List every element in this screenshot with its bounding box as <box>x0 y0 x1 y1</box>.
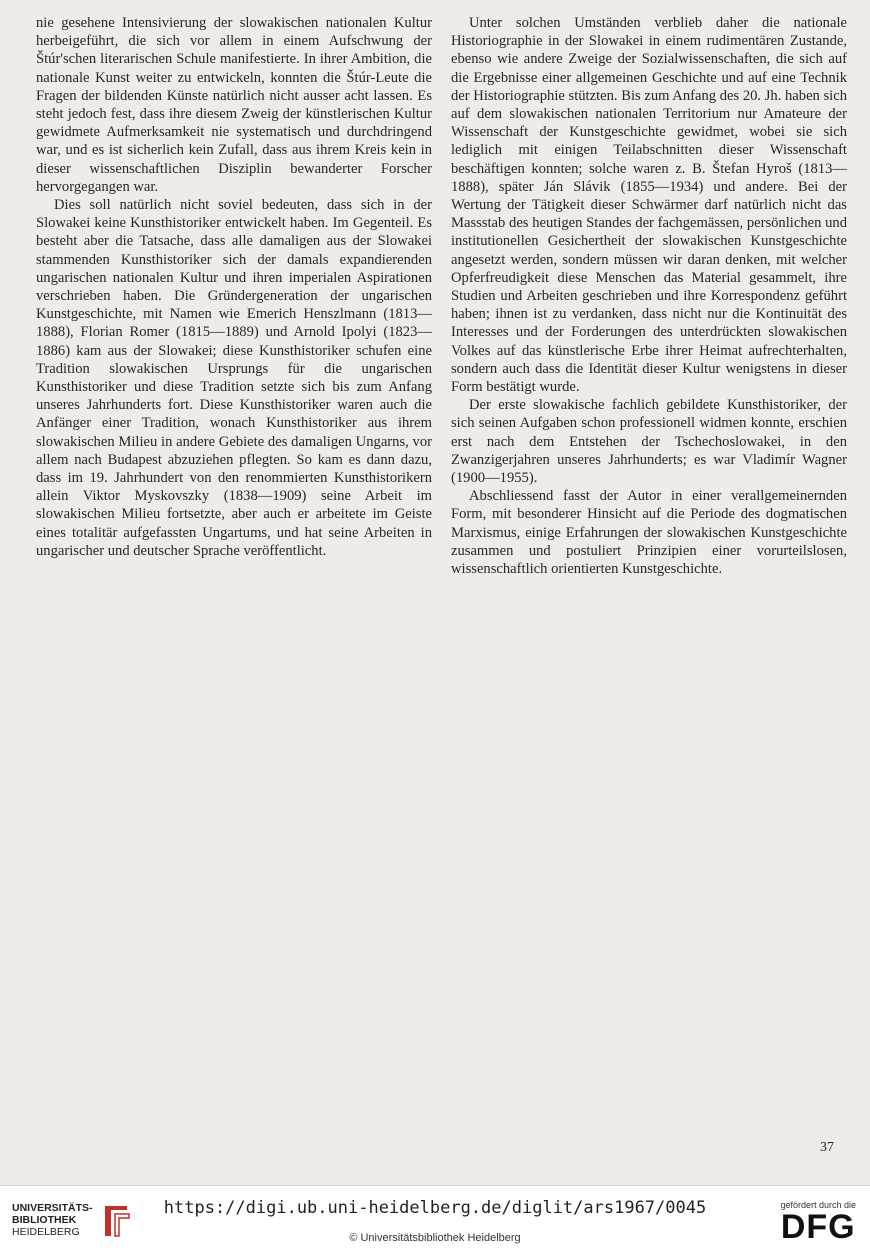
copyright-notice: © Universitätsbibliothek Heidelberg <box>349 1232 521 1244</box>
permalink-url[interactable]: https://digi.ub.uni-heidelberg.de/diglit/ars1967/0045 <box>163 1198 707 1218</box>
paragraph: Abschliessend fasst der Autor in einer verallgemeinernden Form, mit besonderer Hinsicht auf die Periode des dogmatischen Marxismus, einige Erfahrungen der slowakischen Kunstgeschichte zusammen und postuliert Prinzipien einer vorurteilslosen, wissenschaftlich orientierten Kunstgeschichte. <box>451 488 847 578</box>
paragraph: Dies soll natürlich nicht soviel bedeuten, dass sich in der Slowakei keine Kunsthistoriker entwickelt haben. Im Gegenteil. Es besteht aber die Tatsache, dass alle damaligen aus der Slowakei stammenden Kunsthistoriker sich der damals expandierenden ungarischen nationalen Kultur und ihren imperialen Aspirationen verschrieben haben. Die Gründergeneration der ungarischen Kunstgeschichte, mit Namen wie Emerich Henszlmann (1813—1888), Florian Romer (1815—1889) und Arnold Ipolyi (1823—1886) kam aus der Slowakei; diese Kunsthistoriker schufen eine Tradition slowakischen Ursprungs für die ungarischen Kunsthistoriker und diese Tradition setzte sich bis zum Anfang unseres Jahrhunderts fort. Diese Kunsthistoriker waren auch die Anfänger einer Tradition, wonach Kunsthistoriker aus ihrem slowakischen Milieu in andere Gebiete des damaligen Ungarns, vor allem nach Budapest abzuziehen pflegten. So kam es dann dazu, dass im 19. Jahrhundert von den renommierten Kunsthistorikern allein Viktor Myskovszky (1838—1909) seine Arbeit im slowakischen Milieu fortsetzte, aber auch er arbeitete im Geiste eines totalitär aufgefassten Ungartums, und hat seine Arbeiten in ungarischer und deutscher Sprache veröffentlicht. <box>36 197 432 559</box>
dfg-wordmark: DFG <box>780 1208 856 1246</box>
library-name-line3: HEIDELBERG <box>12 1226 80 1238</box>
paragraph: nie gesehene Intensivierung der slowakischen nationalen Kultur herbeigeführt, die sich vor allem in einem Aufschwung der Štúr'schen literarischen Schule manifestierte. In ihrer Ambition, die nationale Kunst weiter zu entwickeln, konnten die Štúr-Leute die Fragen der bildenden Künste natürlich nicht ausser acht lassen. Es steht jedoch fest, dass ihre diesem Zweig der künstlerischen Kultur gewidmete Aufmerksamkeit nie systematisch und durchdringend war, und es ist sicherlich kein Zufall, dass aus ihrem Kreis kein in dieser wissenschaftlichen Disziplin bewanderter Forscher hervorgegangen war. <box>36 15 432 195</box>
funded-by-label: gefördert durch die <box>780 1200 856 1210</box>
right-column <box>451 14 847 578</box>
dfg-logo[interactable] <box>780 1200 856 1244</box>
left-column <box>36 14 432 560</box>
library-name-line2: BIBLIOTHEK <box>12 1214 77 1226</box>
library-name-line1: UNIVERSITÄTS- <box>12 1202 93 1214</box>
paragraph: Unter solchen Umständen verblieb daher die nationale Historiographie in der Slowakei in einem rudimentären Zustande, ebenso wie andere Zweige der Sozialwissenschaften, die sich auf die Ergebnisse einer allgemeinen Geschichte und auf eine Technik der Historiographie stützten. Bis zum Anfang des 20. Jh. haben sich auf dem slowakischen nationalen Territorium nur Amateure der Wissenschaft der Kunstgeschichte gewidmet, wobei sie sich lediglich mit einigen Teilabschnitten dieser Wissenschaft beschäftigen konnten; solche waren z. B. Štefan Hyroš (1813—1888), später Ján Slávik (1855—1934) und andere. Bei der Wertung der Tätigkeit dieser Schwärmer darf natürlich nicht das Massstab des heutigen Standes der fachgemässen, persönlichen und institutionellen Gesichertheit der slowakischen Kunstgeschichte angesetzt werden, sondern müssen wir daran denken, mit welcher Opferfreudigkeit diese Menschen das Material gesammelt, ihre Studien und Arbeiten geschrieben und ihre Korrespondenz geführt haben; ihnen ist zu verdanken, dass nicht nur die Kontinuität des Interesses und der Forderungen des unterdrückten slowakischen Volkes auf das künstlerische Erbe ihrer Heimat aufrechterhalten, sondern auch dass die Identität dieser Kultur wenigstens in dieser Form bestätigt wurde. <box>451 15 847 396</box>
page-number: 37 <box>820 1140 834 1155</box>
footer-bar <box>0 1185 870 1258</box>
paragraph: Der erste slowakische fachlich gebildete Kunsthistoriker, der sich seinen Aufgaben schon professionell widmen konnte, erschien erst nach dem Entstehen der Tschechoslowakei, in den Zwanzigerjahren unseres Jahrhunderts; es war Vladimír Wagner (1900—1955). <box>451 397 847 487</box>
